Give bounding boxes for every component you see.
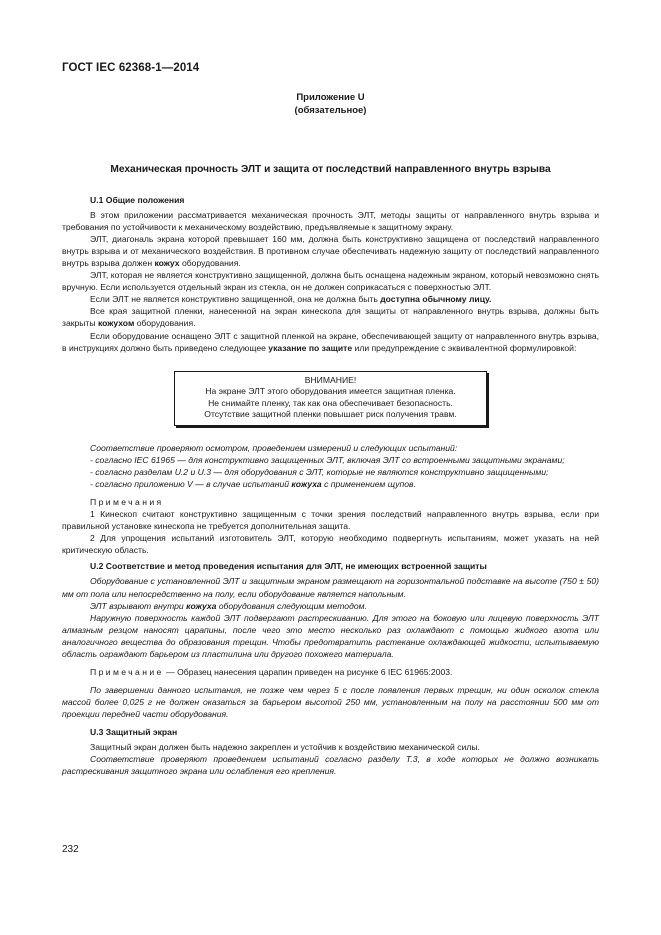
paragraph: Оборудование с установленной ЭЛТ и защитным экраном размещают на горизонтальной подставке на высоте (750 ± 50) мм от пола или непосредственно на полу, если оборудование является напольным. xyxy=(62,576,599,599)
note-single xyxy=(62,666,599,678)
paragraph: Защитный экран должен быть надежно закреплен и устойчив к воздействию механической силы. xyxy=(90,742,480,753)
document-body xyxy=(62,194,599,777)
paragraph xyxy=(62,293,599,305)
term-bold: кожуха xyxy=(291,479,322,490)
text-run: оборудования следующим методом. xyxy=(216,600,367,611)
appendix-title: Приложение U xyxy=(296,92,365,103)
section-heading-u1: U.1 Общие положения xyxy=(90,195,185,205)
paragraph: По завершении данного испытания, не позже чем через 5 с после появления первых трещин, ни один осколок стекла массой более 0,025 г не должен оказаться за барьером высотой 250 мм, установленным на полу на расстоянии 500 мм от проекции передней части оборудования. xyxy=(62,684,599,719)
text-run: оборудования. xyxy=(179,258,241,269)
text-run: - согласно приложению V — в случае испытаний xyxy=(90,479,292,490)
term-bold: кожух xyxy=(154,258,180,269)
appendix-main-title: Механическая прочность ЭЛТ и защита от последствий направленного внутрь взрыва xyxy=(110,164,551,175)
term-bold: указание по защите xyxy=(268,342,353,353)
paragraph: Наружную поверхность каждой ЭЛТ подвергают растрескиванию. Для этого на боковую или лицевую поверхность ЭЛТ алмазным резцом наносят царапины, после чего это место несколько раз охлаждают с помощью жидкого азота или аналогичного вещества до образования трещин. Чтобы предотвратить растекание охлаждающей жидкости, испытываемую область ограждают барьером из пластилина или другого похожего материала. xyxy=(62,612,599,659)
term-bold: кожуха xyxy=(186,600,217,611)
paragraph xyxy=(62,330,599,354)
section-heading-u2: U.2 Соответствие и метод проведения испытания для ЭЛТ, не имеющих встроенной защиты xyxy=(90,561,487,572)
paragraph: Соответствие проверяют проведением испытаний согласно разделу Т.3, в ходе которых не должно возникать растрескивания защитного экрана или ослабления его крепления. xyxy=(62,754,599,777)
paragraph xyxy=(62,600,599,612)
compliance-item xyxy=(62,478,599,490)
text-run: с применением щупов. xyxy=(321,479,416,490)
note-item: 1 Кинескоп считают конструктивно защищенным с точки зрения последствий направленного внутрь взрыва, если при правильной установке кинескопа не требуется дополнительная защита. xyxy=(62,509,599,532)
term-bold: доступна обычному лицу. xyxy=(380,294,492,305)
text-run: Все края защитной пленки, нанесенной на экран кинескопа для защиты от направленного внутрь взрыва, должны быть закрыты xyxy=(62,306,599,329)
paragraph: В этом приложении рассматривается механическая прочность ЭЛТ, методы защиты от направленного внутрь взрыва и требования по устойчивости к механическому воздействию, предъявляемые к защитному экрану. xyxy=(62,210,599,233)
standard-header: ГОСТ IEC 62368-1—2014 xyxy=(62,62,200,74)
paragraph: ЭЛТ, которая не является конструктивно защищенной, должна быть оснащена надежным экраном, который невозможно снять вручную. Если используется отдельный экран из стекла, он не должен соприкасаться с поверхностью ЭЛТ. xyxy=(62,270,599,293)
note-text: — Образец нанесения царапин приведен на рисунке 6 IEC 61965:2003. xyxy=(163,666,453,677)
text-run: оборудования. xyxy=(134,318,196,329)
warning-box xyxy=(174,371,487,426)
warning-line: Отсутствие защитной пленки повышает риск получения травм. xyxy=(204,409,457,420)
paragraph xyxy=(62,305,599,329)
appendix-status: (обязательное) xyxy=(294,105,367,116)
text-run: ЭЛТ, диагональ экрана которой превышает 160 мм, должна быть конструктивно защищена от последствий направленного внутрь взрыва и от механического воздействия. В противном случае обеспечивать надежную защиту от последствий направленного внутрь взрыва должен xyxy=(62,234,599,269)
compliance-item: - согласно разделам U.2 и U.3 — для оборудования с ЭЛТ, которые не являются конструктивно защищенными; xyxy=(90,467,549,478)
page-number: 232 xyxy=(62,844,79,855)
text-run: ЭЛТ взрывают внутри xyxy=(90,600,187,611)
note-item: 2 Для упрощения испытаний изготовитель ЭЛТ, которую необходимо подвергнуть испытаниям, может указать на ней критическую область. xyxy=(62,533,599,556)
warning-line: Не снимайте пленку, так как она обеспечивает безопасность. xyxy=(208,397,453,408)
appendix-heading xyxy=(0,91,661,117)
compliance-intro: Соответствие проверяют осмотром, проведением измерений и следующих испытаний: xyxy=(90,442,458,453)
warning-title: ВНИМАНИЕ! xyxy=(304,374,357,385)
paragraph xyxy=(62,233,599,269)
warning-line: На экране ЭЛТ этого оборудования имеется защитная пленка. xyxy=(205,386,456,397)
text-run: Если оборудование оснащено ЭЛТ с защитной пленкой на экране, обеспечивающей защиту от направленного внутрь взрыва, в инструкциях должно быть приведено следующее xyxy=(62,330,599,353)
text-run: Если ЭЛТ не является конструктивно защищенной, она не должна быть xyxy=(90,294,381,305)
compliance-item: - согласно IEC 61965 — для конструктивно защищенных ЭЛТ, включая ЭЛТ со встроенными защитными экранами; xyxy=(90,455,565,466)
notes-label: Примечания xyxy=(90,497,164,508)
section-heading-u3: U.3 Защитный экран xyxy=(90,726,178,737)
term-bold: кожухом xyxy=(97,318,135,329)
text-run: или предупреждение с эквивалентной формулировкой: xyxy=(352,342,577,353)
note-label: Примечание xyxy=(90,666,164,677)
